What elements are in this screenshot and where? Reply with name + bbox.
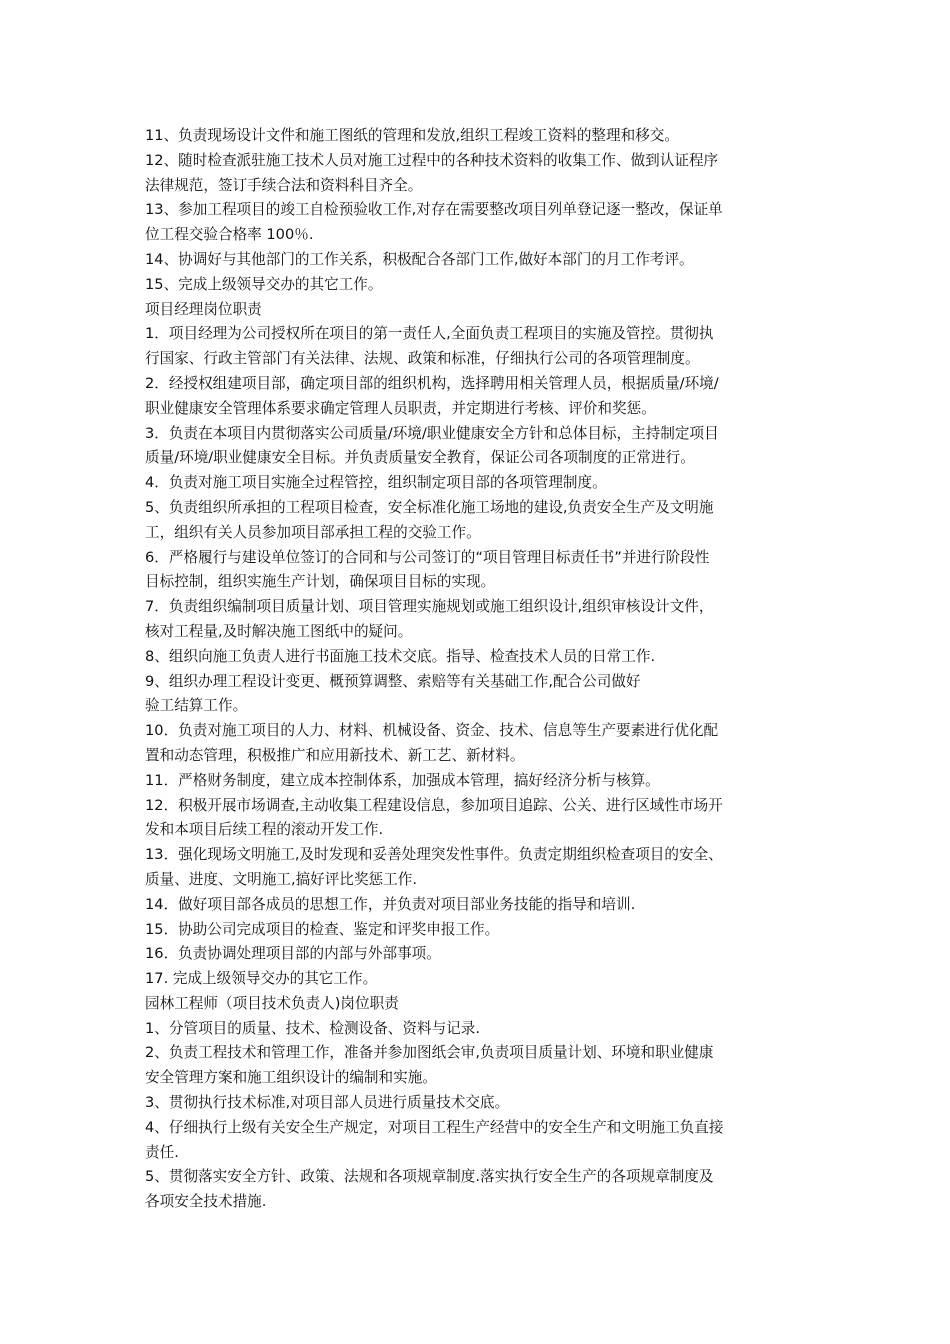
text-line: 1、分管项目的质量、技术、检测设备、资料与记录. (145, 1019, 480, 1037)
text-line: 安全管理方案和施工组织设计的编制和实施。 (145, 1069, 437, 1087)
text-line: 14．做好项目部各成员的思想工作，并负责对项目部业务技能的指导和培训. (145, 895, 636, 913)
text-line: 5、负责组织所承担的工程项目检查，安全标准化施工场地的建设,负责安全生产及文明施 (145, 498, 714, 516)
text-line: 发和本项目后续工程的滚动开发工作. (145, 821, 384, 839)
text-line: 8、组织向施工负责人进行书面施工技术交底。指导、检查技术人员的日常工作. (145, 647, 656, 665)
text-line: 工，组织有关人员参加项目部承担工程的交验工作。 (145, 523, 481, 541)
text-line: 13．强化现场文明施工,及时发现和妥善处理突发性事件。负责定期组织检查项目的安全、 (145, 846, 723, 864)
text-line: 5、贯彻落实安全方针、政策、法规和各项规章制度.落实执行安全生产的各项规章制度及 (145, 1168, 714, 1186)
text-line: 4、仔细执行上级有关安全生产规定，对项目工程生产经营中的安全生产和文明施工负直接 (145, 1118, 724, 1136)
text-line: 3、贯彻执行技术标准,对项目部人员进行质量技术交底。 (145, 1094, 510, 1112)
text-line: 11、负责现场设计文件和施工图纸的管理和发放,组织工程竣工资料的整理和移交。 (145, 127, 679, 144)
text-line: 职业健康安全管理体系要求确定管理人员职责，并定期进行考核、评价和奖惩。 (145, 399, 656, 417)
text-line: 项目经理岗位职责 (145, 300, 262, 318)
text-line: 11．严格财务制度，建立成本控制体系，加强成本管理，搞好经济分析与核算。 (145, 771, 660, 789)
text-line: 12、随时检查派驻施工技术人员对施工过程中的各种技术资料的收集工作、做到认证程序 (145, 151, 719, 169)
text-line: 1．项目经理为公司授权所在项目的第一责任人,全面负责工程项目的实施及管控。贯彻执 (145, 325, 714, 343)
text-line: 目标控制，组织实施生产计划，确保项目目标的实现。 (145, 573, 496, 591)
text-line: 责任. (145, 1143, 179, 1161)
text-line: 9、组织办理工程设计变更、概预算调整、索赔等有关基础工作,配合公司做好 (145, 672, 641, 690)
text-line: 质量、进度、文明施工,搞好评比奖惩工作. (145, 870, 417, 888)
text-line: 16．负责协调处理项目部的内部与外部事项。 (145, 945, 441, 963)
text-line: 10．负责对施工项目的人力、材料、机械设备、资金、技术、信息等生产要素进行优化配 (145, 722, 719, 740)
text-line: 质量/环境/职业健康安全目标。并负责质量安全教育，保证公司各项制度的正常进行。 (145, 449, 695, 467)
text-line: 17. 完成上级领导交办的其它工作。 (145, 970, 378, 988)
text-line: 7．负责组织编制项目质量计划、项目管理实施规划或施工组织设计,组织审核设计文件， (145, 598, 714, 616)
text-line: 3．负责在本项目内贯彻落实公司质量/环境/职业健康安全方针和总体目标，主持制定项目 (145, 424, 719, 442)
text-line: 15．协助公司完成项目的检查、鉴定和评奖申报工作。 (145, 920, 500, 938)
text-line: 位工程交验合格率 100％. (145, 226, 314, 244)
text-line: 法律规范，签订手续合法和资料科目齐全。 (145, 176, 423, 194)
text-line: 各项安全技术措施. (145, 1193, 267, 1211)
text-line: 15、完成上级领导交办的其它工作。 (145, 275, 383, 293)
text-line: 园林工程师（项目技术负责人)岗位职责 (145, 994, 399, 1012)
text-line: 12．积极开展市场调查,主动收集工程建设信息，参加项目追踪、公关、进行区域性市场开 (145, 796, 723, 814)
text-line: 核对工程量,及时解决施工图纸中的疑问。 (145, 622, 413, 640)
text-line: 2、负责工程技术和管理工作，准备并参加图纸会审,负责项目质量计划、环境和职业健康 (145, 1044, 714, 1062)
text-line: 验工结算工作。 (145, 697, 248, 715)
text-line: 4．负责对施工项目实施全过程管控，组织制定项目部的各项管理制度。 (145, 474, 607, 492)
text-line: 行国家、行政主管部门有关法律、法规、政策和标准，仔细执行公司的各项管理制度。 (145, 350, 700, 368)
text-line: 置和动态管理，积极推广和应用新技术、新工艺、新材料。 (145, 746, 525, 764)
text-line: 6．严格履行与建设单位签订的合同和与公司签订的“项目管理目标责任书”并进行阶段性 (145, 548, 710, 566)
text-line: 2．经授权组建项目部，确定项目部的组织机构，选择聘用相关管理人员，根据质量/环境/ (145, 374, 719, 392)
document-body (145, 124, 810, 1215)
text-line: 13、参加工程项目的竣工自检预验收工作,对存在需要整改项目列单登记逐一整改，保证单 (145, 201, 723, 219)
text-line: 14、协调好与其他部门的工作关系，积极配合各部门工作,做好本部门的月工作考评。 (145, 250, 694, 268)
